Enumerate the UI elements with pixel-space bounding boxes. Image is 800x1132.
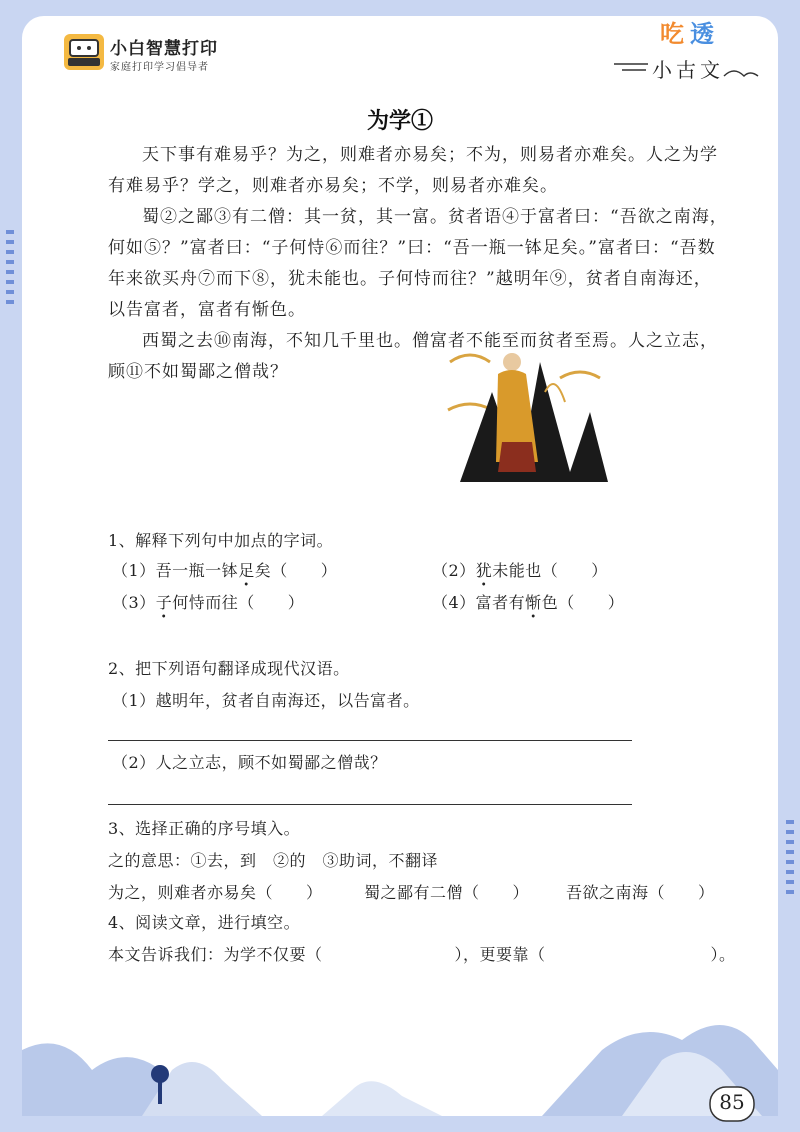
logo-subtitle: 家庭打印学习倡导者 [110, 62, 209, 73]
q1d-dotted-char: 惭 [525, 593, 542, 612]
brand-char-chi: 吃 [660, 20, 684, 48]
question-3-title: 3、选择正确的序号填入。 [108, 819, 301, 838]
question-3-options: 之的意思：①去，到 ②的 ③助词，不翻译 [108, 851, 439, 870]
question-2-title: 2、把下列语句翻译成现代汉语。 [108, 659, 350, 678]
question-1b [432, 560, 608, 582]
question-3b[interactable]: 蜀之鄙有二僧（ ） [364, 883, 530, 902]
q1d-text: （4）富者有 [432, 593, 526, 612]
paragraph-3: 西蜀之去⑩南海，不知几千里也。僧富者不能至而贫者至焉。人之立志，顾⑪不如蜀鄙之僧哉？ [108, 331, 718, 382]
answer-line-2a[interactable] [108, 740, 632, 741]
series-brand [612, 14, 762, 84]
question-1d [432, 592, 624, 614]
printer-icon [64, 34, 104, 70]
mountain-landscape-decoration [22, 1010, 778, 1116]
question-3c[interactable]: 吾欲之南海（ ） [566, 883, 715, 902]
paragraph-2: 蜀②之鄙③有二僧：其一贫，其一富。贫者语④于富者曰：“吾欲之南海，何如⑤？”富者曰：“子何恃⑥而往？”曰：“吾一瓶一钵足矣。”富者曰：“吾数年来欲买舟⑦而下⑧，犹未能也。子何恃而往？”越明年⑨，贫者自南海还，以告富者，富者有惭色。 [108, 207, 728, 320]
q1b-text: （2） [432, 561, 476, 580]
brand-char-tou: 透 [690, 20, 714, 48]
question-2b: （2）人之立志，顾不如蜀鄙之僧哉？ [112, 753, 387, 772]
logo-title: 小白智慧打印 [110, 39, 218, 59]
q1a-blank[interactable]: 矣（ ） [254, 561, 338, 580]
question-4-text[interactable]: 本文告诉我们：为学不仅要（ ），更要靠（ ）。 [108, 945, 736, 964]
q1c-blank[interactable]: 何恃而往（ ） [172, 593, 305, 612]
question-2a: （1）越明年，贫者自南海还，以告富者。 [112, 691, 420, 710]
paragraph-1: 天下事有难易乎？为之，则难者亦易矣；不为，则易者亦难矣。人之为学有难易乎？学之，则难者亦易矣；不学，则易者亦难矣。 [108, 145, 718, 196]
page-title: 为学① [366, 108, 433, 134]
question-4-title: 4、阅读文章，进行填空。 [108, 913, 301, 932]
page-number: 85 [719, 1090, 745, 1114]
monk-mountain-illustration [440, 322, 610, 492]
q1d-blank[interactable]: 色（ ） [541, 593, 625, 612]
question-1c [112, 592, 304, 614]
brand-logo [64, 30, 234, 78]
q1c-dotted-char: 子 [155, 593, 173, 612]
question-1a [112, 560, 337, 582]
question-1-title: 1、解释下列句中加点的字词。 [108, 531, 334, 550]
answer-line-2b[interactable] [108, 804, 632, 805]
q1a-text: （1）吾一瓶一钵 [112, 561, 239, 580]
q1b-blank[interactable]: 未能也（ ） [492, 561, 608, 580]
question-3a[interactable]: 为之，则难者亦易矣（ ） [108, 883, 323, 902]
q1a-dotted-char: 足 [238, 561, 255, 580]
q1c-text: （3） [112, 593, 156, 612]
q1b-dotted-char: 犹 [475, 561, 493, 580]
brand-small-text: 小古文 [652, 58, 724, 82]
